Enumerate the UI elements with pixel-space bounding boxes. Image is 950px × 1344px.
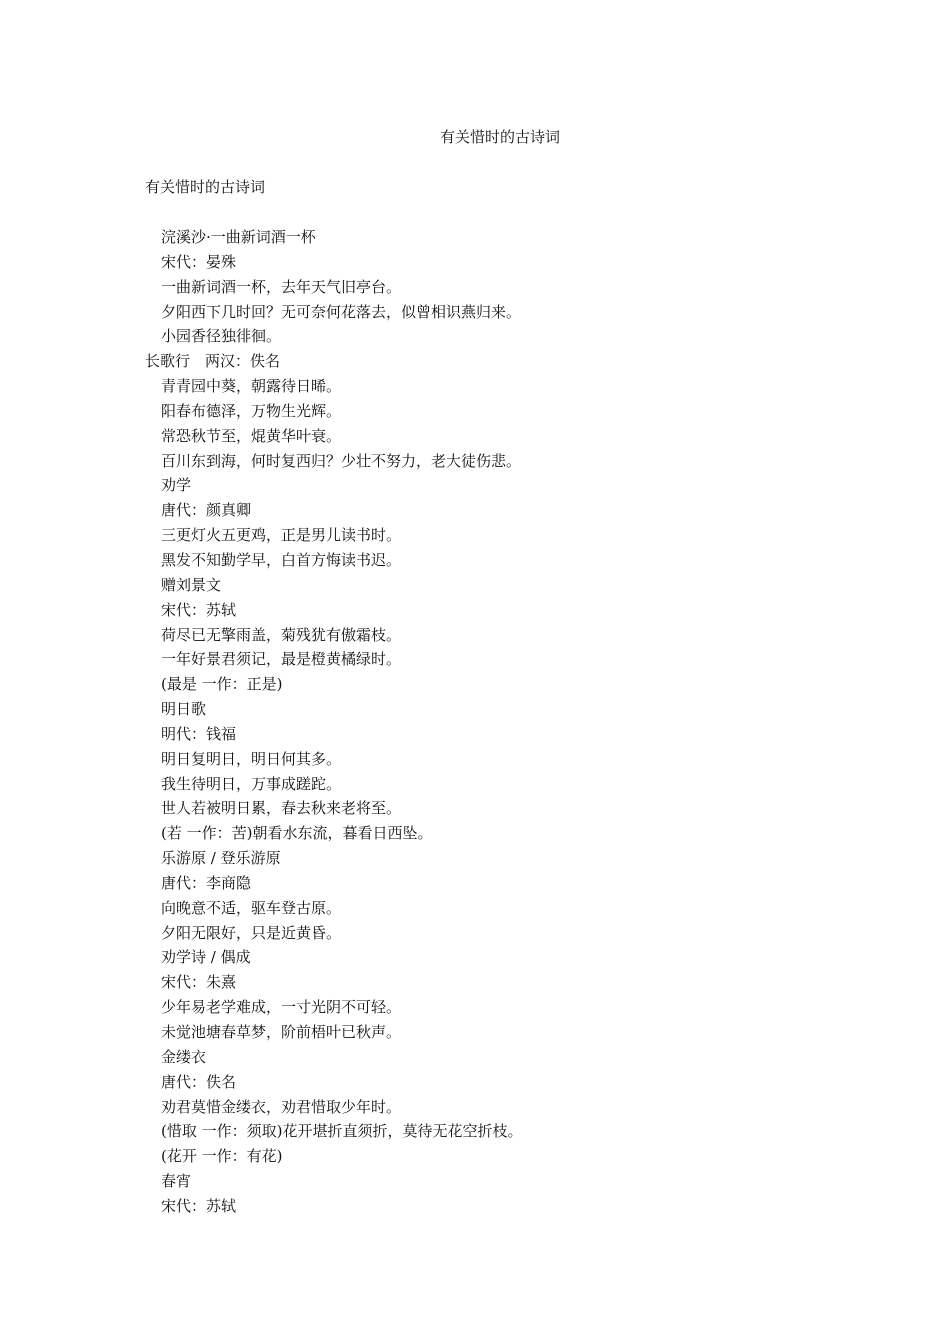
text-line: 一年好景君须记，最是橙黄橘绿时。 <box>161 650 402 669</box>
document-heading: 有关惜时的古诗词 <box>145 178 266 196</box>
text-line: 常恐秋节至，焜黄华叶衰。 <box>161 426 342 445</box>
text-line: 春宵 <box>161 1172 192 1191</box>
text-line: 未觉池塘春草梦，阶前梧叶已秋声。 <box>161 1023 402 1041</box>
text-line: 劝君莫惜金缕衣，劝君惜取少年时。 <box>161 1097 402 1116</box>
text-line: 我生待明日，万事成蹉跎。 <box>161 774 342 793</box>
text-line: 百川东到海，何时复西归？少壮不努力，老大徒伤悲。 <box>161 451 522 470</box>
text-line: 金缕衣 <box>161 1047 207 1066</box>
text-line: 唐代：颜真卿 <box>161 501 252 520</box>
text-line: 明日歌 <box>161 700 207 719</box>
text-line: 唐代：佚名 <box>161 1072 237 1091</box>
text-line: 明代：钱福 <box>161 724 237 743</box>
text-line: 浣溪沙·一曲新词酒一杯 <box>161 228 316 246</box>
text-line: 世人若被明日累，春去秋来老将至。 <box>161 799 402 818</box>
poem-text-body <box>145 227 845 1221</box>
text-line: 黑发不知勤学早，白首方悔读书迟。 <box>161 550 402 569</box>
text-line: (最是 一作：正是) <box>161 675 283 694</box>
text-line: 宋代：晏殊 <box>161 252 237 271</box>
text-line: 荷尽已无擎雨盖，菊残犹有傲霜枝。 <box>161 625 402 644</box>
text-line: 长歌行 两汉：佚名 <box>145 352 281 371</box>
text-line: 夕阳西下几时回？无可奈何花落去，似曾相识燕归来。 <box>161 302 522 321</box>
text-line: 宋代：苏轼 <box>161 600 237 619</box>
text-line: 宋代：苏轼 <box>161 1196 237 1215</box>
page-title: 有关惜时的古诗词 <box>439 128 560 146</box>
text-line: (若 一作：苦)朝看水东流，暮看日西坠。 <box>161 824 433 843</box>
text-line: (惜取 一作：须取)花开堪折直须折，莫待无花空折枝。 <box>161 1122 523 1141</box>
text-line: 唐代：李商隐 <box>161 873 252 892</box>
text-line: 明日复明日，明日何其多。 <box>161 749 342 768</box>
text-line: 劝学诗 / 偶成 <box>161 948 251 967</box>
text-line: 宋代：朱熹 <box>161 973 237 992</box>
text-line: 阳春布德泽，万物生光辉。 <box>161 401 342 420</box>
text-line: (花开 一作：有花) <box>161 1147 283 1166</box>
text-line: 小园香径独徘徊。 <box>161 327 282 346</box>
text-line: 向晚意不适，驱车登古原。 <box>161 898 342 917</box>
text-line: 青青园中葵，朝露待日晞。 <box>161 377 342 396</box>
text-line: 一曲新词酒一杯，去年天气旧亭台。 <box>161 277 402 296</box>
text-line: 夕阳无限好，只是近黄昏。 <box>161 923 342 942</box>
text-line: 赠刘景文 <box>161 575 222 594</box>
text-line: 少年易老学难成，一寸光阴不可轻。 <box>161 998 402 1017</box>
text-line: 三更灯火五更鸡，正是男儿读书时。 <box>161 526 402 545</box>
text-line: 劝学 <box>161 476 192 495</box>
text-line: 乐游原 / 登乐游原 <box>161 849 281 868</box>
